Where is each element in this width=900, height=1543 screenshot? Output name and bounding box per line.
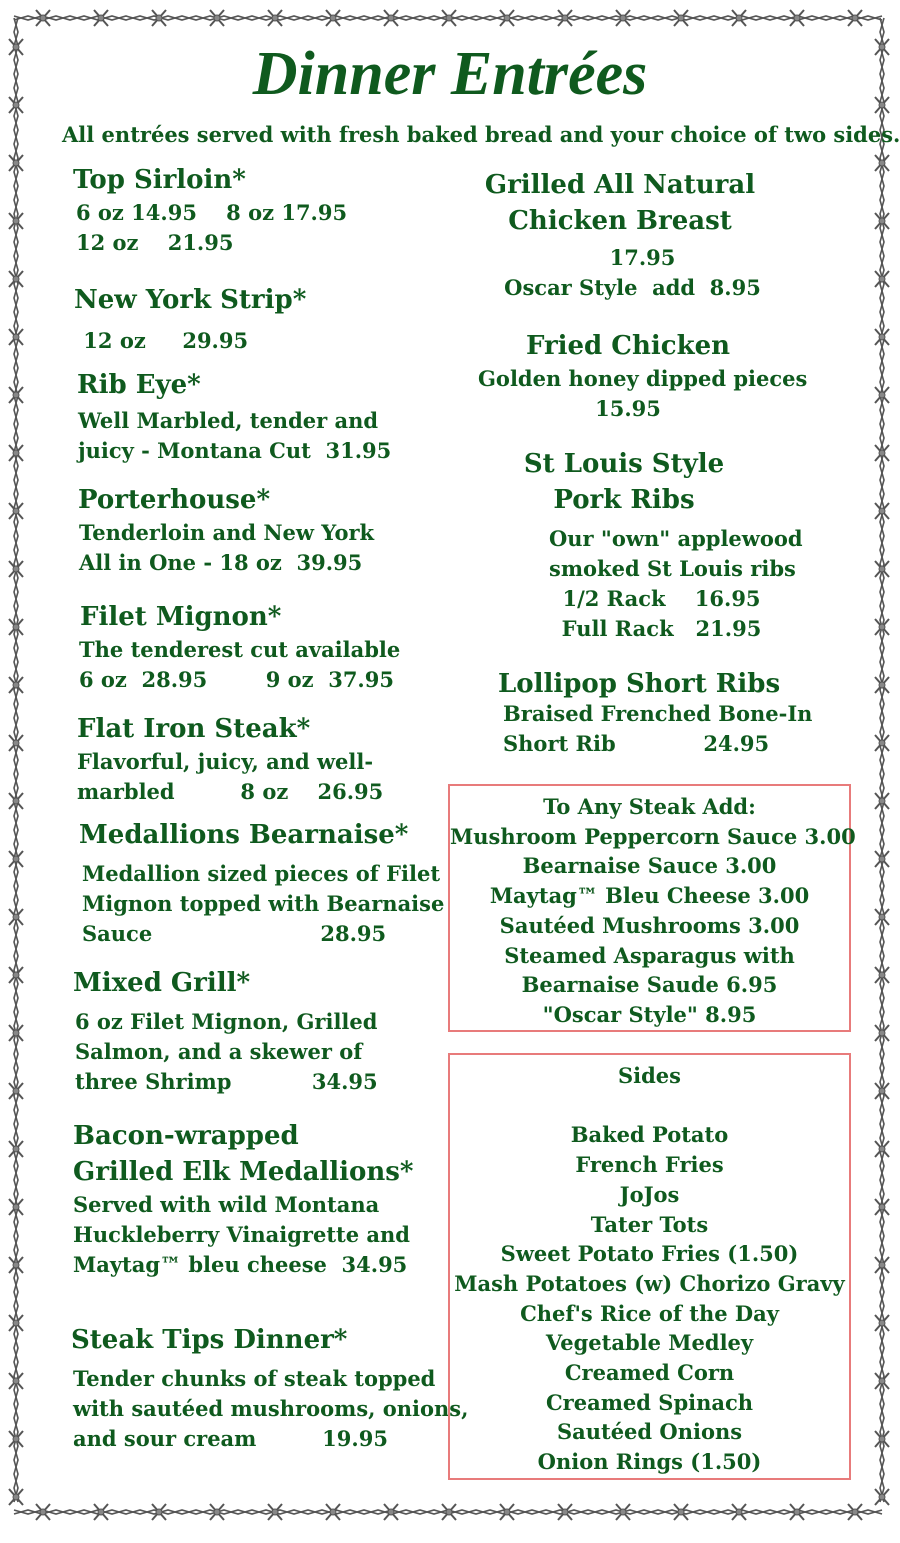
side-item: Baked Potato [570,1122,729,1148]
item-line: with sautéed mushrooms, onions, [73,1396,469,1421]
menu-item-top-sirloin [73,162,347,258]
item-name: Rib Eye* [77,370,201,400]
item-line: Short Rib 24.95 [503,731,770,756]
item-line: 6 oz 28.95 9 oz 37.95 [79,667,394,692]
item-line: Mignon topped with Bearnaise [82,891,445,916]
addons-heading: To Any Steak Add: [543,794,756,819]
addon-item: Steamed Asparagus with [504,942,795,968]
side-item: French Fries [575,1152,724,1178]
addon-item: Bearnaise Saude 6.95 [521,972,778,998]
item-line: Tender chunks of steak topped [73,1366,436,1391]
item-line: 17.95 [609,245,676,270]
item-line: Full Rack 21.95 [561,616,762,641]
item-line: All in One - 18 oz 39.95 [79,550,363,575]
item-name: Bacon-wrapped Grilled Elk Medallions* [73,1121,414,1187]
item-line: 1/2 Rack 16.95 [562,586,761,611]
addon-item: Sautéed Mushrooms 3.00 [499,912,800,938]
item-line: Medallion sized pieces of Filet [82,861,441,886]
menu-item-new-york-strip [74,282,306,356]
item-line: 12 oz 21.95 [76,230,234,255]
menu-subtitle: All entrées served with fresh baked bread and your choice of two sides. [62,122,900,147]
menu-item-porterhouse [78,482,374,578]
side-item: Vegetable Medley [545,1330,754,1356]
item-name: New York Strip* [74,285,307,315]
menu-item-bacon-wrapped-elk [73,1118,414,1280]
item-name: Mixed Grill* [73,968,251,998]
menu-item-mixed-grill [73,965,378,1097]
item-name: Grilled All Natural Chicken Breast [484,170,756,236]
sides-heading: Sides [617,1063,681,1088]
item-line: Well Marbled, tender and [78,408,379,433]
side-item: Onion Rings (1.50) [537,1449,762,1475]
menu-item-fried-chicken [478,328,808,424]
menu-item-medallions-bearnaise [79,817,444,949]
item-line: Flavorful, juicy, and well- [77,749,374,774]
item-line: three Shrimp 34.95 [75,1069,378,1094]
side-item: JoJos [619,1181,680,1207]
item-name: Porterhouse* [78,485,271,515]
side-item: Sweet Potato Fries (1.50) [500,1241,799,1267]
item-line: Our "own" applewood [549,526,803,551]
menu-item-lollipop-short-ribs [498,666,812,759]
item-name: Steak Tips Dinner* [71,1325,348,1355]
item-line: Maytag™ bleu cheese 34.95 [73,1252,408,1277]
addon-item: Maytag™ Bleu Cheese 3.00 [489,883,810,909]
item-name: Flat Iron Steak* [77,714,311,744]
menu-item-rib-eye [77,367,391,466]
item-line: 6 oz Filet Mignon, Grilled [75,1009,378,1034]
page-title: Dinner Entrées [252,40,648,108]
menu-item-pork-ribs [474,446,803,644]
item-name: Filet Mignon* [80,602,282,632]
addon-item: Mushroom Peppercorn Sauce 3.00 [450,823,856,849]
menu-item-grilled-chicken-breast [470,167,770,303]
item-line: Oscar Style add 8.95 [504,275,761,300]
item-line: Huckleberry Vinaigrette and [73,1222,410,1247]
side-item: Mash Potatoes (w) Chorizo Gravy [454,1270,845,1296]
side-item: Creamed Corn [564,1360,735,1386]
item-line: Braised Frenched Bone-In [503,701,813,726]
side-item: Sautéed Onions [556,1419,743,1445]
side-item: Tater Tots [590,1211,709,1237]
item-line: 6 oz 14.95 8 oz 17.95 [76,200,348,225]
item-line: 15.95 [595,396,661,421]
item-line: juicy - Montana Cut 31.95 [78,438,392,463]
item-line: Golden honey dipped pieces [478,366,808,391]
side-item: Chef's Rice of the Day [520,1300,779,1326]
menu-item-steak-tips-dinner [71,1322,468,1454]
item-name: St Louis Style Pork Ribs [523,449,725,515]
addon-item: "Oscar Style" 8.95 [542,1001,757,1027]
item-line: Sauce 28.95 [82,921,387,946]
sides-box [448,1053,851,1480]
item-name: Lollipop Short Ribs [498,669,781,699]
item-line: smoked St Louis ribs [549,556,796,581]
addon-item: Bearnaise Sauce 3.00 [522,853,777,879]
item-line: The tenderest cut available [79,637,401,662]
item-line: and sour cream 19.95 [73,1426,388,1451]
menu-item-filet-mignon [80,599,400,695]
item-line: Served with wild Montana [73,1192,380,1217]
side-item: Creamed Spinach [545,1389,754,1415]
item-line: 12 oz 29.95 [76,328,249,353]
menu-item-flat-iron-steak [77,711,383,807]
item-name: Top Sirloin* [73,165,246,195]
item-name: Fried Chicken [525,331,731,361]
item-line: Salmon, and a skewer of [75,1039,363,1064]
steak-addons-box [448,784,856,1032]
item-name: Medallions Bearnaise* [79,820,409,850]
item-line: Tenderloin and New York [79,520,375,545]
item-line: marbled 8 oz 26.95 [77,779,384,804]
